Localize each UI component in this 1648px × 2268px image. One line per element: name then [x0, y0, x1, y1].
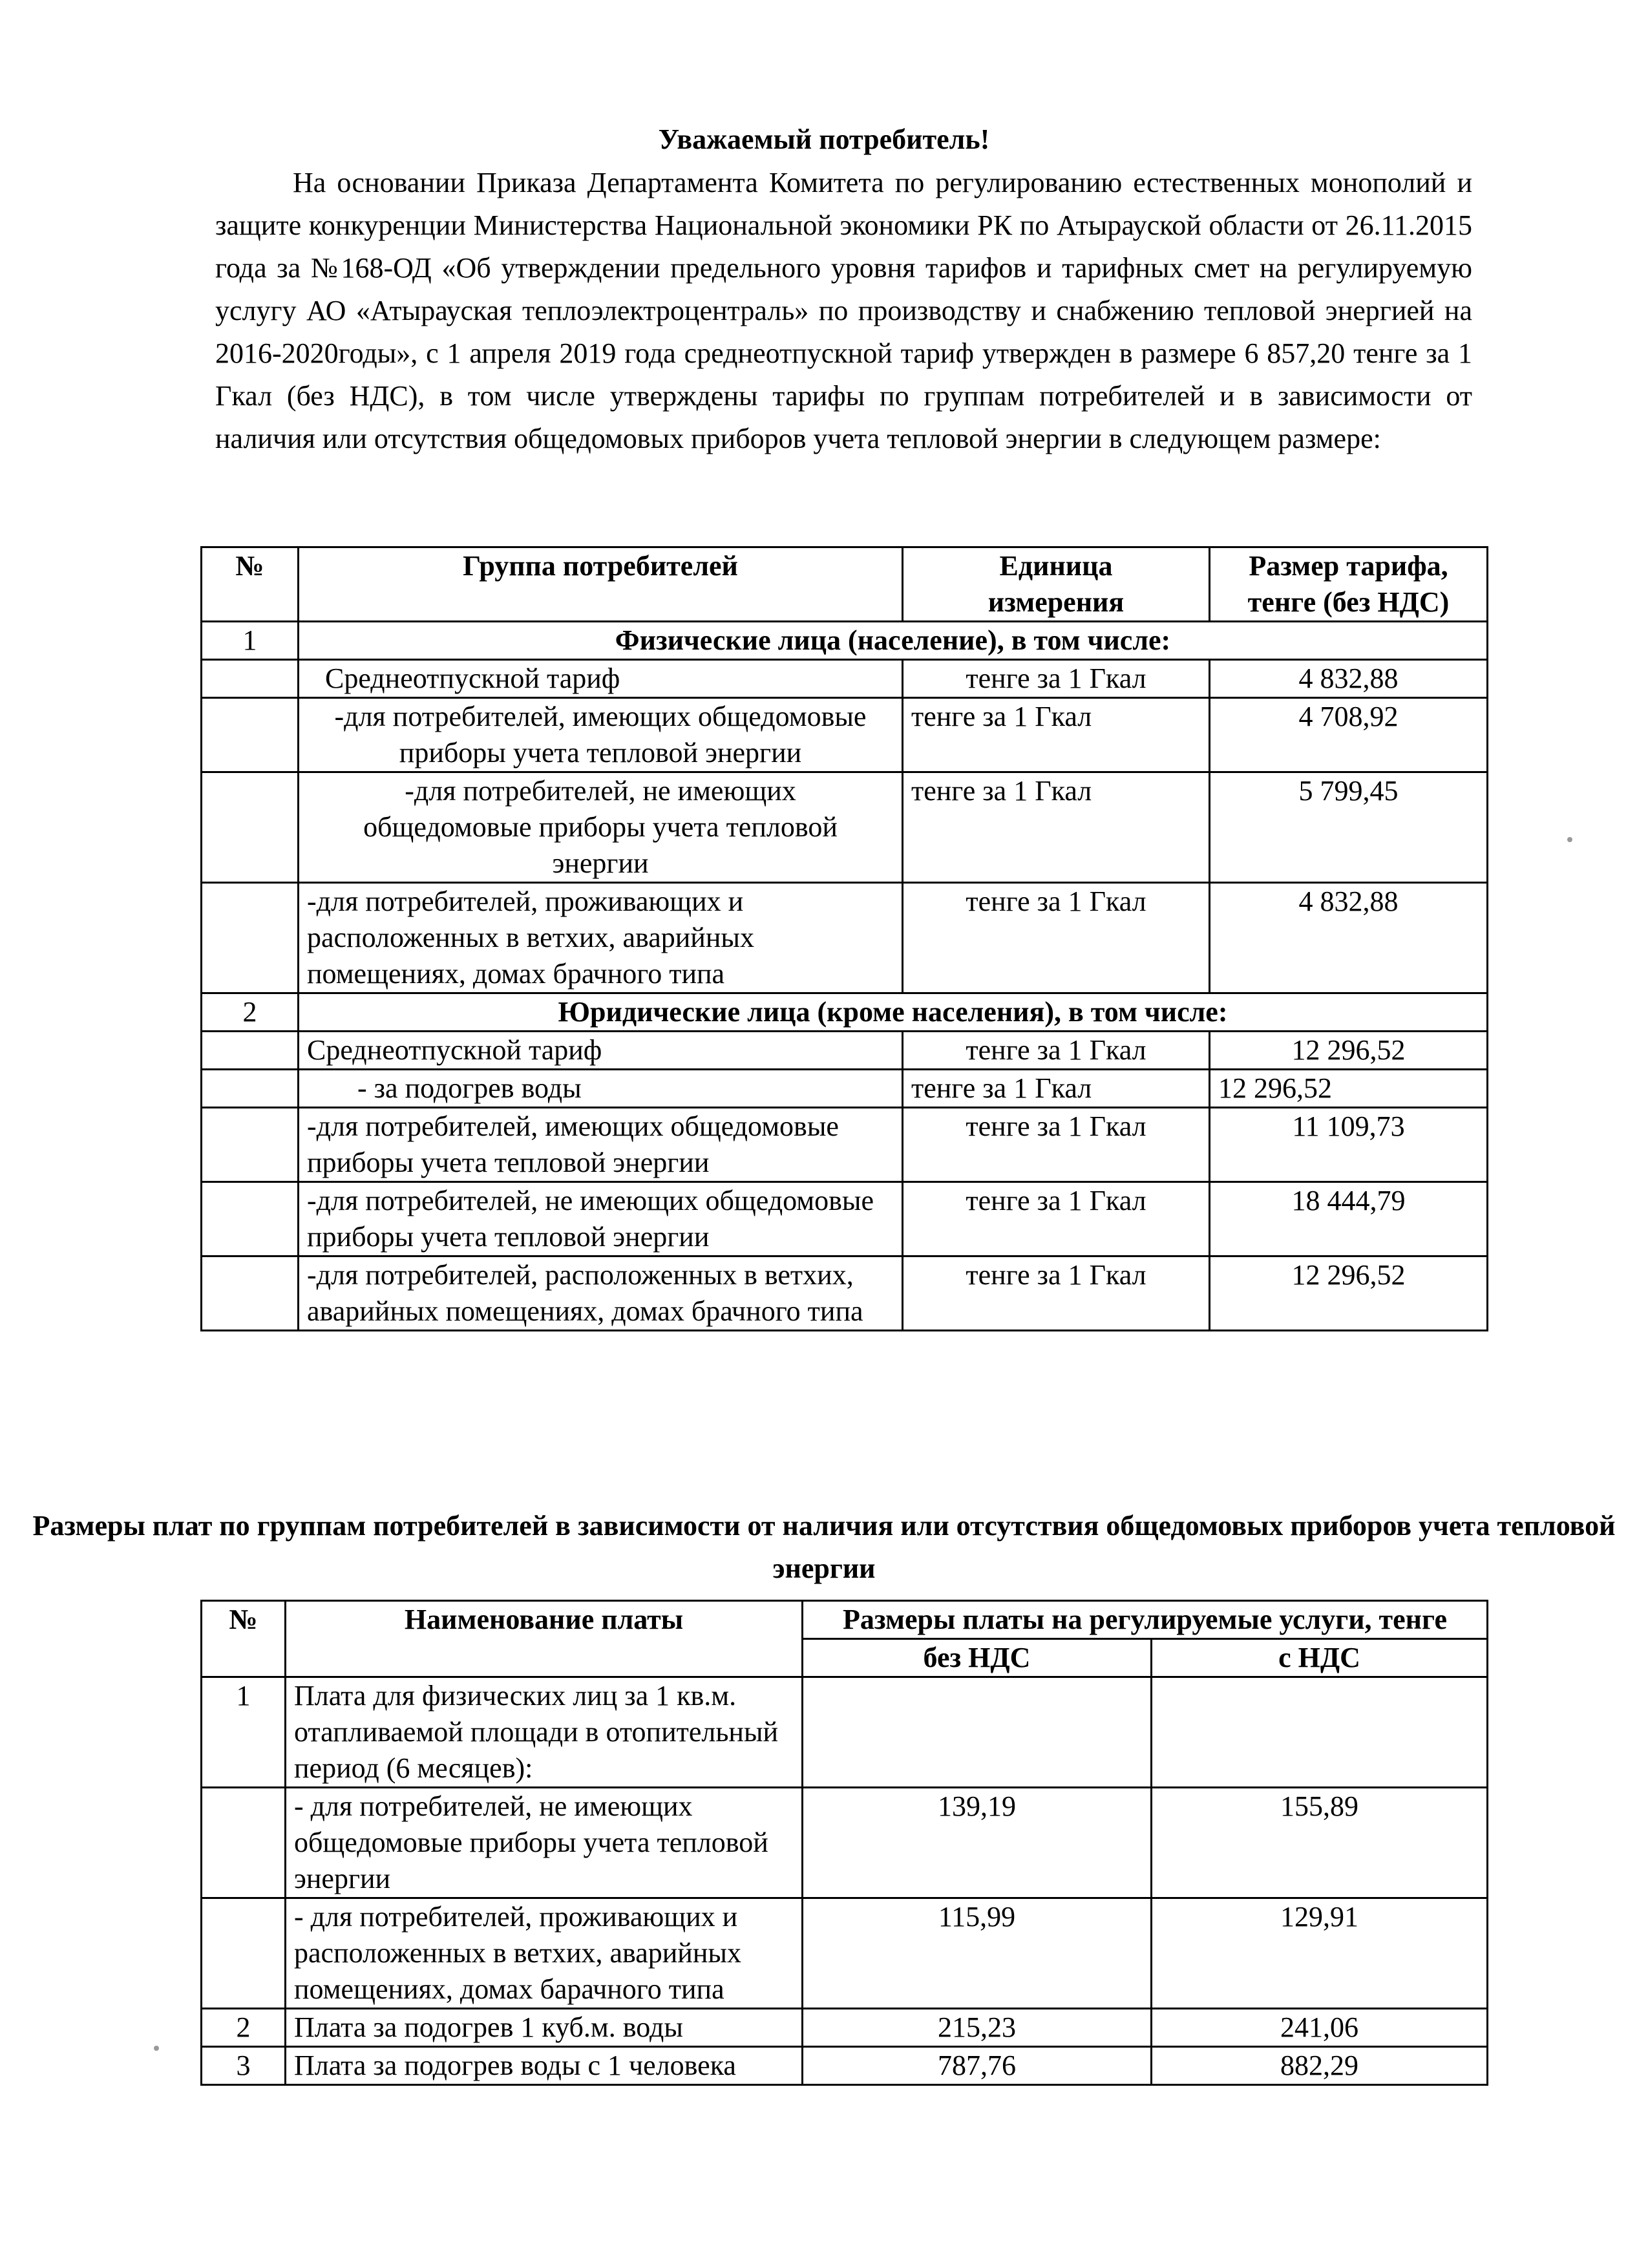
- table-row: [202, 1256, 1488, 1331]
- page-title: Уважаемый потребитель!: [658, 123, 990, 155]
- tariff-table: [200, 546, 1488, 1331]
- row-unit: тенге за 1 Гкал: [903, 698, 1210, 772]
- header-unit: Единица измерения: [903, 547, 1210, 622]
- row-without-vat: 787,76: [803, 2047, 1152, 2085]
- row-without-vat: 115,99: [803, 1898, 1152, 2009]
- table-row: [202, 2047, 1488, 2085]
- row-num: [202, 1182, 299, 1256]
- row-name: Среднеотпускной тариф: [299, 1032, 903, 1070]
- row-name: Плата для физических лиц за 1 кв.м. отапливаемой площади в отопительный период (6 месяцев):: [286, 1677, 803, 1788]
- row-with-vat: 129,91: [1152, 1898, 1488, 2009]
- intro-paragraph: На основании Приказа Департамента Комитета по регулированию естественных монополий и защите конкуренции Министерства Национальной экономики РК по Атырауской области от 26.11.2015 года за №168-ОД «Об утверждении предельного уровня тарифов и тарифных смет на регулируемую услугу АО «Атырауская теплоэлектроцентраль» по производству и снабжению тепловой энергией на 2016-2020годы», с 1 апреля 2019 года среднеотпускной тариф утвержден в размере 6 857,20 тенге за 1 Гкал (без НДС), в том числе утверждены тарифы по группам потребителей и в зависимости от наличия или отсутствия общедомовых приборов учета тепловой энергии в следующем размере:: [215, 167, 1472, 454]
- row-num: [202, 1108, 299, 1182]
- fees-heading: Размеры плат по группам потребителей в зависимости от наличия или отсутствия общедомовых приборов учета тепловой энергии: [32, 1510, 1616, 1584]
- row-num: [202, 1256, 299, 1331]
- fees-table-header: [202, 1601, 1488, 1639]
- row-with-vat: 241,06: [1152, 2009, 1488, 2047]
- row-unit: тенге за 1 Гкал: [903, 1108, 1210, 1182]
- row-name: - за подогрев воды: [299, 1070, 903, 1108]
- header-without-vat: без НДС: [803, 1639, 1152, 1677]
- table-row: [202, 660, 1488, 698]
- row-unit: тенге за 1 Гкал: [903, 1032, 1210, 1070]
- row-unit: тенге за 1 Гкал: [903, 660, 1210, 698]
- row-num: [202, 1898, 286, 2009]
- row-num: [202, 698, 299, 772]
- table-row: [202, 698, 1488, 772]
- row-name: -для потребителей, не имеющих общедомовые приборы учета тепловой энергии: [299, 772, 903, 883]
- fees-table: [200, 1600, 1488, 2086]
- section-row: [202, 622, 1488, 660]
- section-num: 2: [202, 993, 299, 1032]
- scan-speck: [1567, 837, 1572, 842]
- row-num: [202, 1032, 299, 1070]
- row-name: -для потребителей, проживающих и расположенных в ветхих, аварийных помещениях, домах брачного типа: [299, 883, 903, 993]
- row-name: -для потребителей, имеющих общедомовые приборы учета тепловой энергии: [299, 1108, 903, 1182]
- row-with-vat: 155,89: [1152, 1788, 1488, 1898]
- row-num: [202, 1788, 286, 1898]
- header-tariff: Размер тарифа, тенге (без НДС): [1210, 547, 1488, 622]
- row-value: 4 708,92: [1210, 698, 1488, 772]
- header-with-vat: с НДС: [1152, 1639, 1488, 1677]
- row-unit: тенге за 1 Гкал: [903, 1182, 1210, 1256]
- row-name: - для потребителей, не имеющих общедомовые приборы учета тепловой энергии: [286, 1788, 803, 1898]
- row-without-vat: 215,23: [803, 2009, 1152, 2047]
- row-value: 4 832,88: [1210, 883, 1488, 993]
- row-name: Плата за подогрев 1 куб.м. воды: [286, 2009, 803, 2047]
- section-row: [202, 993, 1488, 1032]
- row-value: 18 444,79: [1210, 1182, 1488, 1256]
- table-row: [202, 1070, 1488, 1108]
- table-row: [202, 772, 1488, 883]
- row-unit: тенге за 1 Гкал: [903, 1256, 1210, 1331]
- table-row: [202, 1108, 1488, 1182]
- table-row: [202, 1898, 1488, 2009]
- table-row: [202, 1788, 1488, 1898]
- header-group: Группа потребителей: [299, 547, 903, 622]
- table-row: [202, 1677, 1488, 1788]
- row-num: [202, 772, 299, 883]
- table-row: [202, 2009, 1488, 2047]
- row-name: -для потребителей, не имеющих общедомовые приборы учета тепловой энергии: [299, 1182, 903, 1256]
- row-num: [202, 1070, 299, 1108]
- row-num: 3: [202, 2047, 286, 2085]
- row-with-vat: 882,29: [1152, 2047, 1488, 2085]
- row-value: 12 296,52: [1210, 1032, 1488, 1070]
- row-value: 11 109,73: [1210, 1108, 1488, 1182]
- row-name: -для потребителей, расположенных в ветхих, аварийных помещениях, домах брачного типа: [299, 1256, 903, 1331]
- header-name: Наименование платы: [286, 1601, 803, 1677]
- row-value: 4 832,88: [1210, 660, 1488, 698]
- table-row: [202, 1032, 1488, 1070]
- row-value: 5 799,45: [1210, 772, 1488, 883]
- row-name: Плата за подогрев воды с 1 человека: [286, 2047, 803, 2085]
- row-with-vat: [1152, 1677, 1488, 1788]
- tariff-table-header: [202, 547, 1488, 622]
- row-unit: тенге за 1 Гкал: [903, 883, 1210, 993]
- header-num: №: [202, 1601, 286, 1677]
- row-name: -для потребителей, имеющих общедомовые приборы учета тепловой энергии: [299, 698, 903, 772]
- row-value: 12 296,52: [1210, 1070, 1488, 1108]
- row-num: [202, 883, 299, 993]
- row-name: Среднеотпускной тариф: [299, 660, 903, 698]
- row-num: 2: [202, 2009, 286, 2047]
- section-title: Физические лица (население), в том числе:: [299, 622, 1488, 660]
- row-num: [202, 660, 299, 698]
- table-row: [202, 1182, 1488, 1256]
- scan-speck: [154, 2046, 159, 2051]
- table-row: [202, 883, 1488, 993]
- row-without-vat: [803, 1677, 1152, 1788]
- row-value: 12 296,52: [1210, 1256, 1488, 1331]
- header-size: Размеры платы на регулируемые услуги, тенге: [803, 1601, 1488, 1639]
- row-unit: тенге за 1 Гкал: [903, 1070, 1210, 1108]
- header-num: №: [202, 547, 299, 622]
- row-without-vat: 139,19: [803, 1788, 1152, 1898]
- section-num: 1: [202, 622, 299, 660]
- section-title: Юридические лица (кроме населения), в том числе:: [299, 993, 1488, 1032]
- row-num: 1: [202, 1677, 286, 1788]
- row-name: - для потребителей, проживающих и расположенных в ветхих, аварийных помещениях, домах барачного типа: [286, 1898, 803, 2009]
- row-unit: тенге за 1 Гкал: [903, 772, 1210, 883]
